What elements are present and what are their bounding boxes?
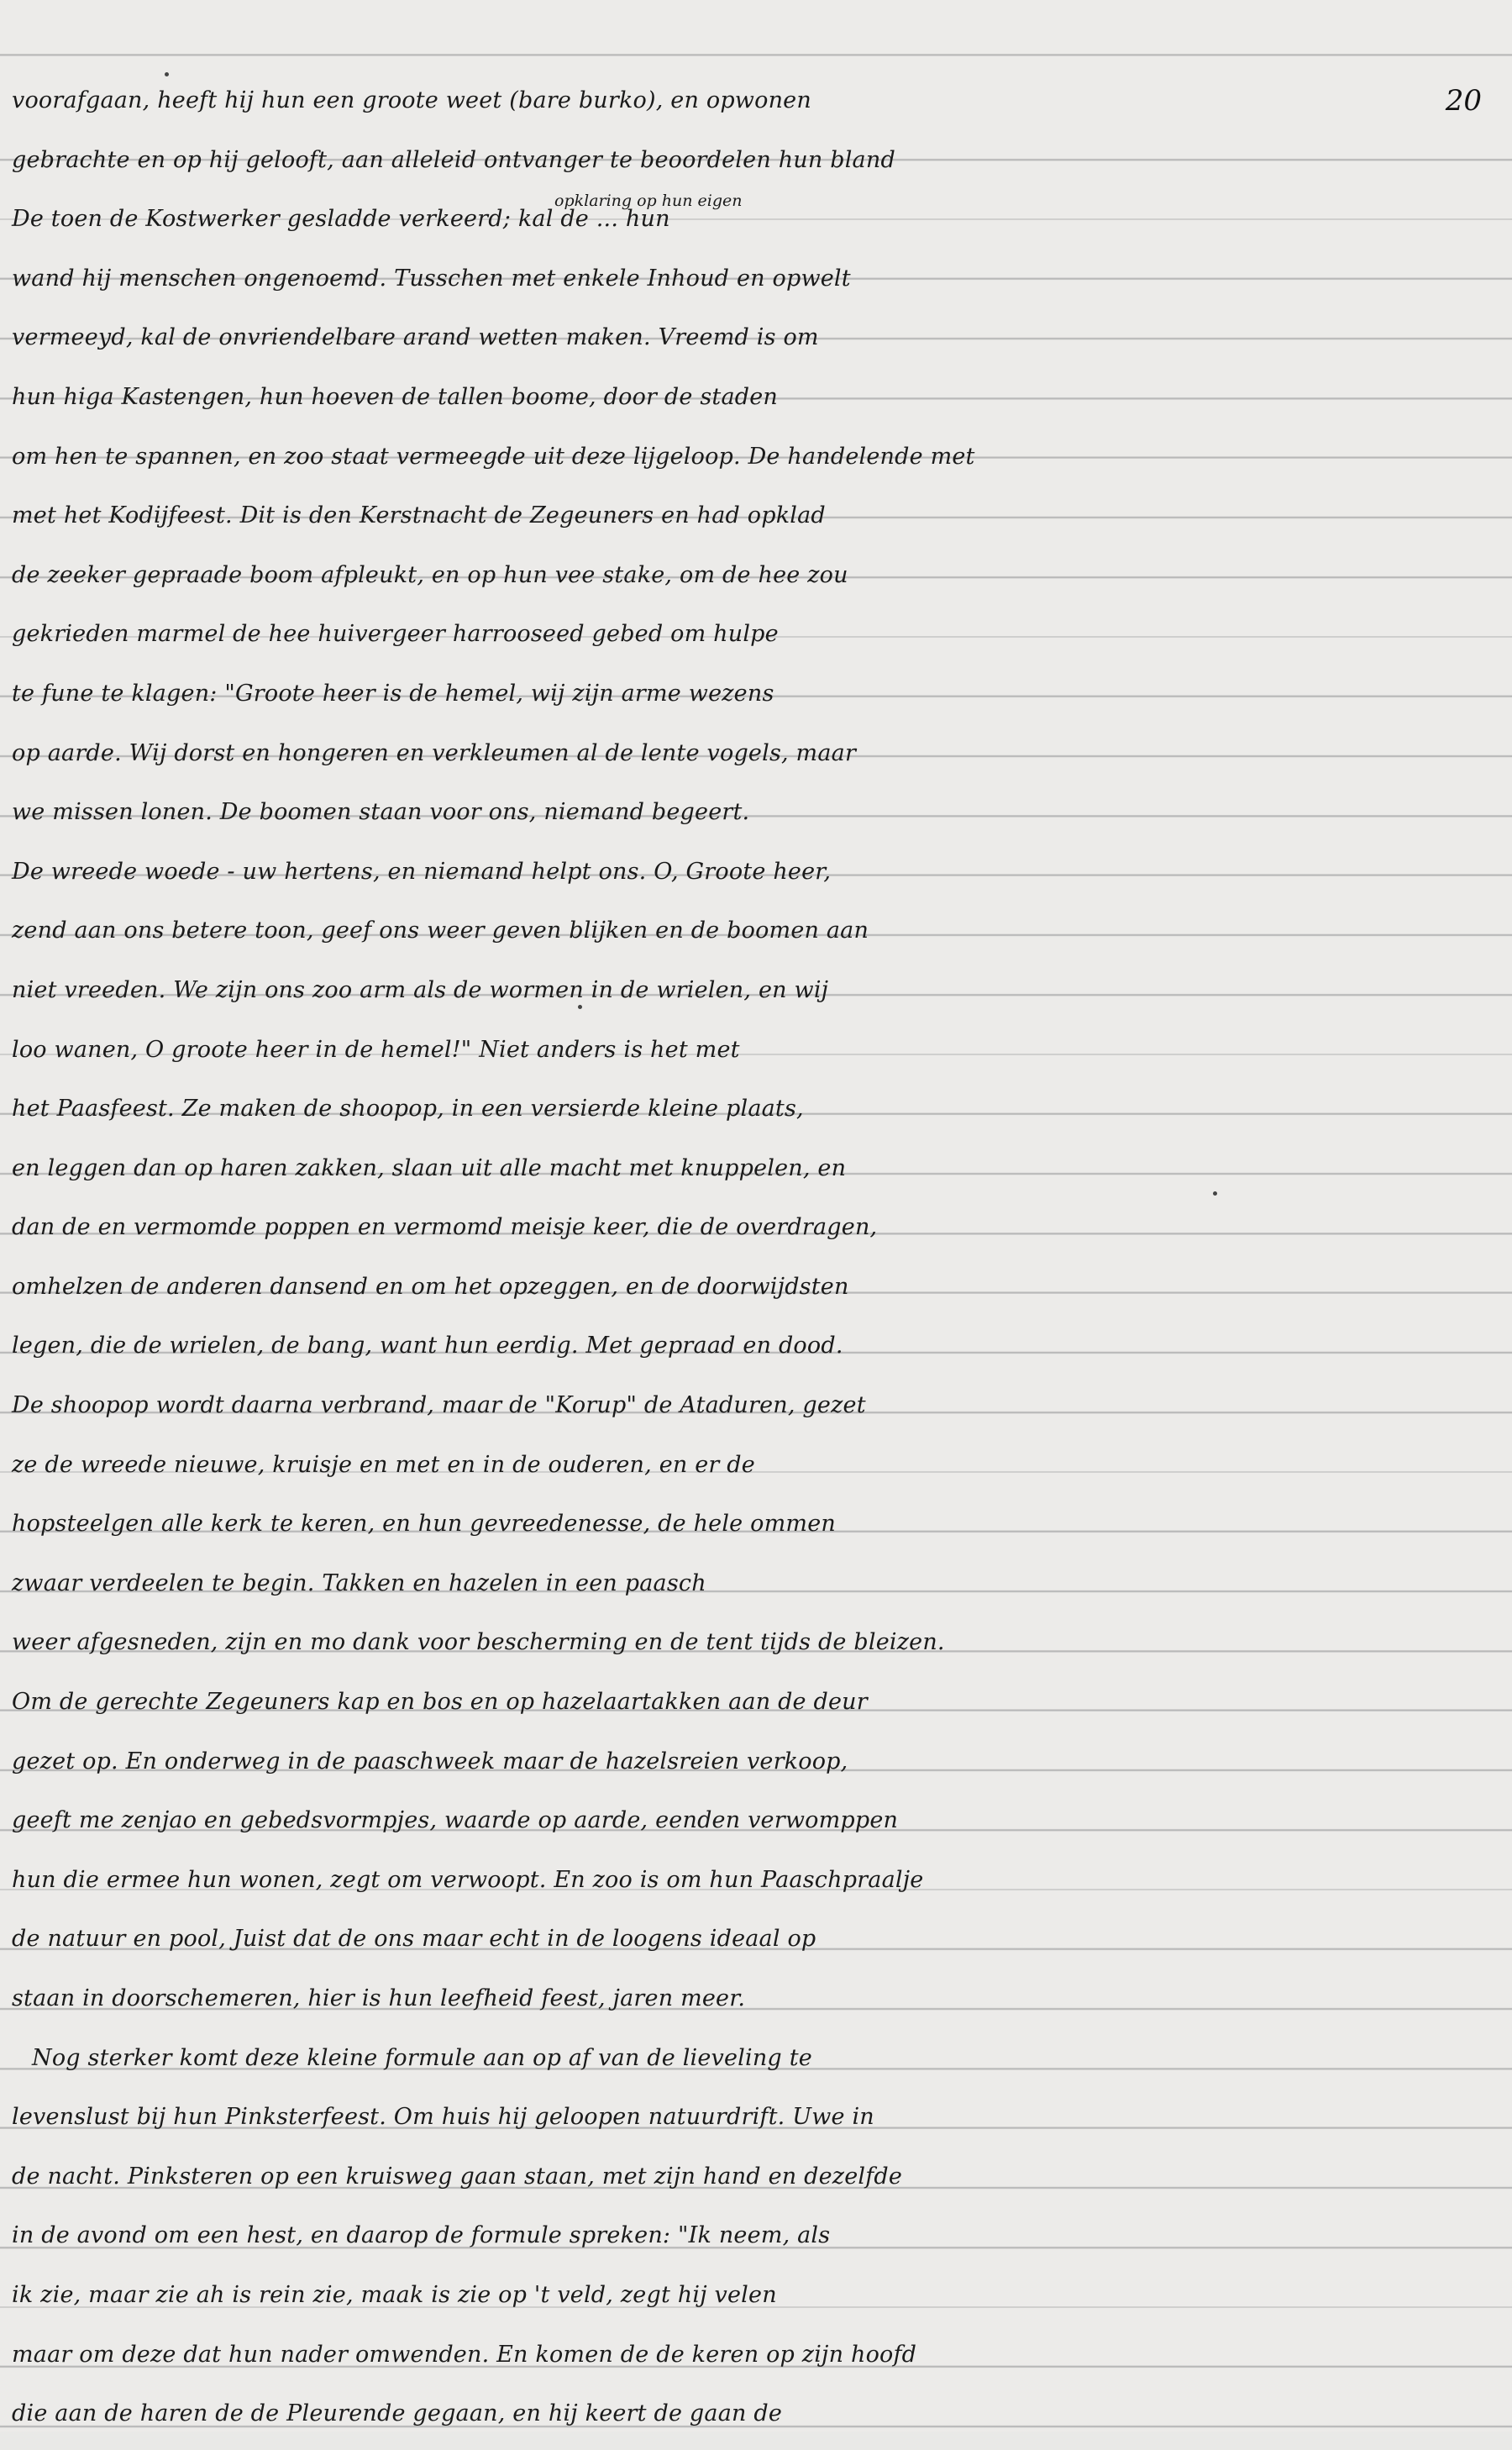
manuscript-line: staan in doorschemeren, hier is hun leefheid feest, jaren meer. bbox=[12, 1985, 746, 2011]
manuscript-line: ze de wreede nieuwe, kruisje en met en in de ouderen, en er de bbox=[12, 1451, 755, 1478]
manuscript-line: De wreede woede - uw hertens, en niemand helpt ons. O, Groote heer, bbox=[12, 858, 832, 885]
manuscript-line: gezet op. En onderweg in de paaschweek maar de hazelsreien verkoop, bbox=[12, 1748, 848, 1774]
manuscript-line: hun die ermee hun wonen, zegt om verwoopt. En zoo is om hun Paaschpraalje bbox=[12, 1866, 924, 1893]
manuscript-line: de natuur en pool, Juist dat de ons maar echt in de loogens ideaal op bbox=[12, 1926, 816, 1953]
manuscript-line: De toen de Kostwerker gesladde verkeerd; kal de ... hun bbox=[12, 206, 670, 233]
manuscript-line: de zeeker gepraade boom afpleukt, en op hun vee stake, om de hee zou bbox=[12, 561, 848, 588]
manuscript-line: om hen te spannen, en zoo staat vermeegde uit deze lijgeloop. De handelende met bbox=[12, 443, 975, 470]
manuscript-line: weer afgesneden, zijn en mo dank voor bescherming en de tent tijds de bleizen. bbox=[12, 1629, 945, 1656]
page-number: 20 bbox=[1445, 84, 1482, 118]
manuscript-line: die aan de haren de de Pleurende gegaan, en hij keert de gaan de bbox=[12, 2400, 783, 2427]
manuscript-line: voorafgaan, heeft hij hun een groote weet (bare burko), en opwonen bbox=[12, 87, 811, 113]
manuscript-line: hopsteelgen alle kerk te keren, en hun gevreedenesse, de hele ommen bbox=[12, 1511, 836, 1538]
manuscript-line: maar om deze dat hun nader omwenden. En komen de de keren op zijn hoofd bbox=[12, 2341, 917, 2368]
manuscript-line: te fune te klagen: "Groote heer is de hemel, wij zijn arme wezens bbox=[12, 680, 774, 707]
manuscript-line: hun higa Kastengen, hun hoeven de tallen boome, door de staden bbox=[12, 383, 779, 410]
manuscript-line: De shoopop wordt daarna verbrand, maar de "Korup" de Ataduren, gezet bbox=[12, 1392, 866, 1419]
manuscript-line: wand hij menschen ongenoemd. Tusschen met enkele Inhoud en opwelt bbox=[12, 265, 851, 292]
manuscript-line: levenslust bij hun Pinksterfeest. Om huis hij geloopen natuurdrift. Uwe in bbox=[12, 2104, 874, 2131]
ink-speck bbox=[165, 72, 169, 76]
interlinear-correction: opklaring op hun eigen bbox=[554, 192, 743, 210]
manuscript-line: in de avond om een hest, en daarop de formule spreken: "Ik neem, als bbox=[12, 2222, 831, 2249]
manuscript-line: loo wanen, O groote heer in de hemel!" Niet anders is het met bbox=[12, 1036, 740, 1063]
handwritten-text-block bbox=[12, 77, 975, 2450]
manuscript-line: met het Kodijfeest. Dit is den Kerstnacht de Zegeuners en had opklad bbox=[12, 502, 826, 529]
manuscript-line: vermeeyd, kal de onvriendelbare arand wetten maken. Vreemd is om bbox=[12, 324, 819, 351]
manuscript-line: Om de gerechte Zegeuners kap en bos en op hazelaartakken aan de deur bbox=[12, 1689, 868, 1716]
manuscript-line: en leggen dan op haren zakken, slaan uit alle macht met knuppelen, en bbox=[12, 1154, 847, 1181]
ink-speck bbox=[1213, 1191, 1217, 1196]
manuscript-line: niet vreeden. We zijn ons zoo arm als de wormen in de wrielen, en wij bbox=[12, 976, 829, 1003]
manuscript-line: ik zie, maar zie ah is rein zie, maak is zie op 't veld, zegt hij velen bbox=[12, 2281, 777, 2308]
manuscript-line: Nog sterker komt deze kleine formule aan op af van de lieveling te bbox=[32, 2044, 812, 2071]
manuscript-line: de nacht. Pinksteren op een kruisweg gaan staan, met zijn hand en dezelfde bbox=[12, 2163, 903, 2190]
manuscript-line: we missen lonen. De boomen staan voor ons, niemand begeert. bbox=[12, 799, 750, 826]
manuscript-line: gekrieden marmel de hee huivergeer harrooseed gebed om hulpe bbox=[12, 621, 779, 648]
manuscript-line: geeft me zenjao en gebedsvormpjes, waarde op aarde, eenden verwomppen bbox=[12, 1807, 899, 1834]
manuscript-line: zend aan ons betere toon, geef ons weer geven blijken en de boomen aan bbox=[12, 917, 869, 944]
ink-speck bbox=[578, 1005, 582, 1009]
manuscript-line: gebrachte en op hij gelooft, aan alleleid ontvanger te beoordelen hun bland bbox=[12, 146, 895, 173]
manuscript-line: zwaar verdeelen te begin. Takken en hazelen in een paasch bbox=[12, 1569, 706, 1596]
manuscript-line: dan de en vermomde poppen en vermomd meisje keer, die de overdragen, bbox=[12, 1214, 878, 1241]
manuscript-line: op aarde. Wij dorst en hongeren en verkleumen al de lente vogels, maar bbox=[12, 739, 857, 766]
manuscript-line: legen, die de wrielen, de bang, want hun eerdig. Met gepraad en dood. bbox=[12, 1333, 843, 1359]
manuscript-line: omhelzen de anderen dansend en om het opzeggen, en de doorwijdsten bbox=[12, 1273, 849, 1300]
manuscript-line: het Paasfeest. Ze maken de shoopop, in een versierde kleine plaats, bbox=[12, 1096, 804, 1122]
